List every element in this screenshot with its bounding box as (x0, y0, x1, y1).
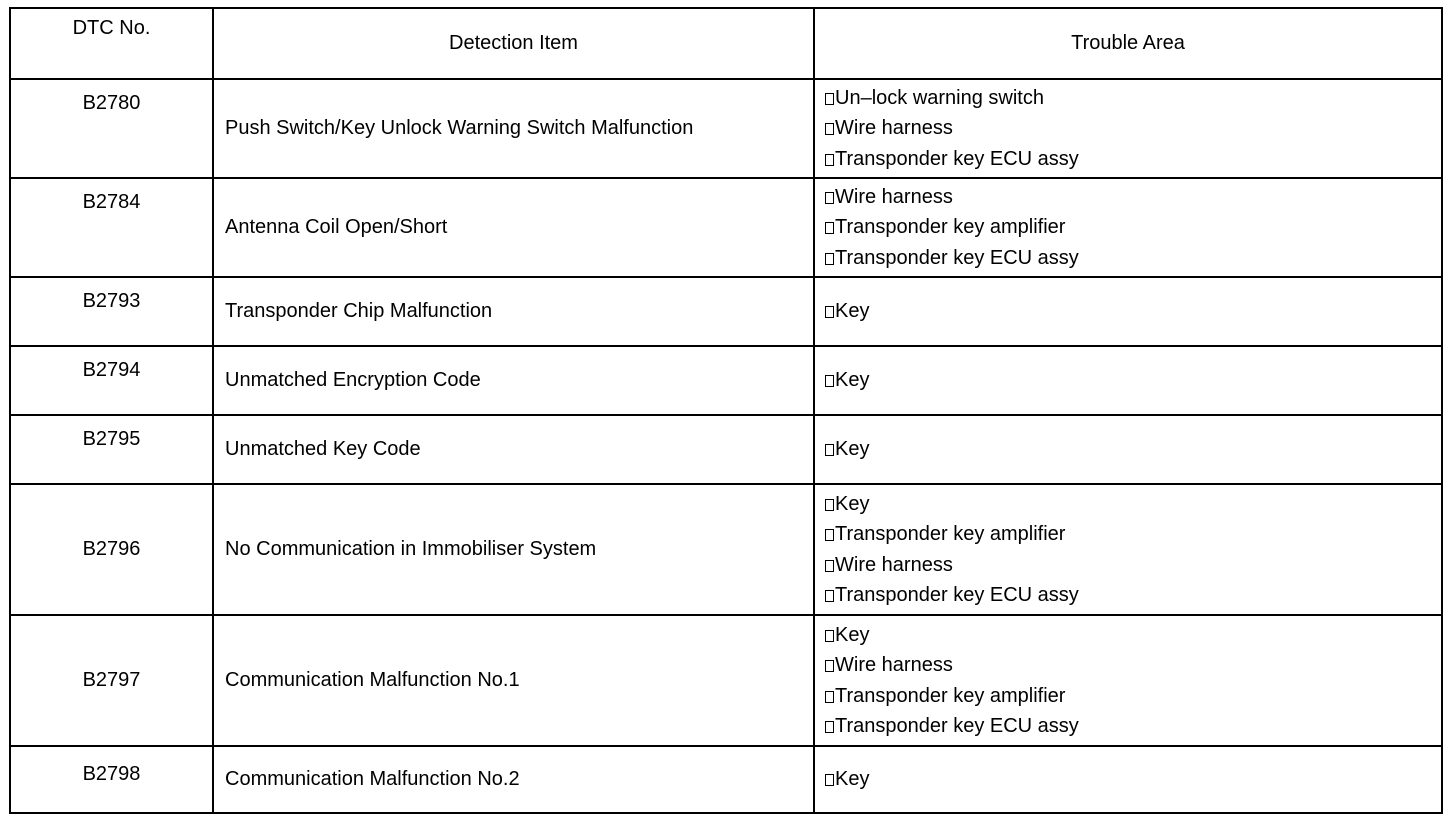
trouble-area-cell (814, 615, 1442, 746)
checkbox-square-icon (825, 123, 834, 135)
detection-item: Push Switch/Key Unlock Warning Switch Malfunction (213, 79, 814, 178)
dtc-code: B2784 (82, 191, 141, 213)
checkbox-square-icon (825, 630, 834, 642)
trouble-area-item (825, 243, 1441, 273)
trouble-area-text: Wire harness (835, 553, 953, 576)
dtc-code-cell (10, 79, 213, 178)
dtc-code-cell (10, 277, 213, 346)
trouble-area-item (825, 681, 1441, 711)
detection-item: No Communication in Immobiliser System (213, 484, 814, 615)
table-row (10, 277, 1442, 346)
checkbox-square-icon (825, 590, 834, 602)
dtc-code-cell (10, 346, 213, 415)
trouble-area-list (825, 182, 1441, 273)
dtc-code: B2795 (82, 428, 141, 450)
trouble-area-text: Key (835, 768, 870, 791)
trouble-area-list (825, 365, 1441, 395)
table-row (10, 746, 1442, 813)
trouble-area-item (825, 711, 1441, 741)
trouble-area-text: Key (835, 300, 870, 323)
checkbox-square-icon (825, 192, 834, 204)
trouble-area-cell (814, 746, 1442, 813)
trouble-area-item (825, 550, 1441, 580)
detection-item: Unmatched Key Code (213, 415, 814, 484)
checkbox-square-icon (825, 774, 834, 786)
detection-item: Unmatched Encryption Code (213, 346, 814, 415)
detection-item: Communication Malfunction No.2 (213, 746, 814, 813)
checkbox-square-icon (825, 375, 834, 387)
trouble-area-item (825, 580, 1441, 610)
trouble-area-list (825, 764, 1441, 794)
trouble-area-list (825, 620, 1441, 742)
checkbox-square-icon (825, 529, 834, 541)
table-row (10, 484, 1442, 615)
checkbox-square-icon (825, 253, 834, 265)
trouble-area-item (825, 182, 1441, 212)
trouble-area-item (825, 212, 1441, 242)
trouble-area-cell (814, 346, 1442, 415)
dtc-code: B2798 (82, 763, 141, 785)
trouble-area-text: Key (835, 438, 870, 461)
dtc-code: B2797 (82, 669, 141, 691)
checkbox-square-icon (825, 222, 834, 234)
detection-item: Communication Malfunction No.1 (213, 615, 814, 746)
checkbox-square-icon (825, 444, 834, 456)
trouble-area-list (825, 296, 1441, 326)
table-row (10, 178, 1442, 277)
trouble-area-cell (814, 178, 1442, 277)
trouble-area-text: Key (835, 369, 870, 392)
trouble-area-text: Transponder key amplifier (835, 523, 1066, 546)
trouble-area-item (825, 764, 1441, 794)
trouble-area-item (825, 365, 1441, 395)
header-trouble-area: Trouble Area (814, 8, 1442, 79)
trouble-area-cell (814, 277, 1442, 346)
dtc-code: B2794 (82, 359, 141, 381)
table-row (10, 346, 1442, 415)
trouble-area-text: Transponder key amplifier (835, 216, 1066, 239)
header-dtc-no-label: DTC No. (72, 17, 151, 39)
trouble-area-item (825, 620, 1441, 650)
trouble-area-item (825, 519, 1441, 549)
detection-item: Antenna Coil Open/Short (213, 178, 814, 277)
table-row (10, 415, 1442, 484)
trouble-area-text: Key (835, 492, 870, 515)
header-dtc-no (10, 8, 213, 79)
trouble-area-item (825, 144, 1441, 174)
trouble-area-cell (814, 484, 1442, 615)
dtc-code: B2796 (82, 538, 141, 560)
dtc-code: B2780 (82, 92, 141, 114)
checkbox-square-icon (825, 154, 834, 166)
trouble-area-list (825, 83, 1441, 174)
trouble-area-item (825, 434, 1441, 464)
checkbox-square-icon (825, 499, 834, 511)
dtc-code-cell (10, 746, 213, 813)
checkbox-square-icon (825, 691, 834, 703)
trouble-area-text: Un–lock warning switch (835, 86, 1044, 109)
dtc-code-cell (10, 178, 213, 277)
trouble-area-cell (814, 79, 1442, 178)
trouble-area-text: Transponder key ECU assy (835, 714, 1079, 737)
checkbox-square-icon (825, 306, 834, 318)
trouble-area-text: Wire harness (835, 654, 953, 677)
dtc-table (9, 7, 1443, 814)
table-header-row (10, 8, 1442, 79)
checkbox-square-icon (825, 721, 834, 733)
trouble-area-text: Transponder key ECU assy (835, 147, 1079, 170)
dtc-code-cell (10, 615, 213, 746)
dtc-code-cell (10, 415, 213, 484)
trouble-area-text: Transponder key ECU assy (835, 246, 1079, 269)
trouble-area-text: Transponder key amplifier (835, 684, 1066, 707)
trouble-area-text: Key (835, 623, 870, 646)
trouble-area-list (825, 489, 1441, 611)
trouble-area-item (825, 489, 1441, 519)
checkbox-square-icon (825, 93, 834, 105)
trouble-area-text: Wire harness (835, 185, 953, 208)
detection-item: Transponder Chip Malfunction (213, 277, 814, 346)
dtc-code: B2793 (82, 290, 141, 312)
trouble-area-cell (814, 415, 1442, 484)
checkbox-square-icon (825, 660, 834, 672)
checkbox-square-icon (825, 560, 834, 572)
trouble-area-item (825, 650, 1441, 680)
table-row (10, 615, 1442, 746)
dtc-code-cell (10, 484, 213, 615)
table-row (10, 79, 1442, 178)
trouble-area-list (825, 434, 1441, 464)
trouble-area-item (825, 296, 1441, 326)
trouble-area-item (825, 83, 1441, 113)
trouble-area-text: Transponder key ECU assy (835, 583, 1079, 606)
trouble-area-text: Wire harness (835, 117, 953, 140)
trouble-area-item (825, 113, 1441, 143)
header-detection-item: Detection Item (213, 8, 814, 79)
